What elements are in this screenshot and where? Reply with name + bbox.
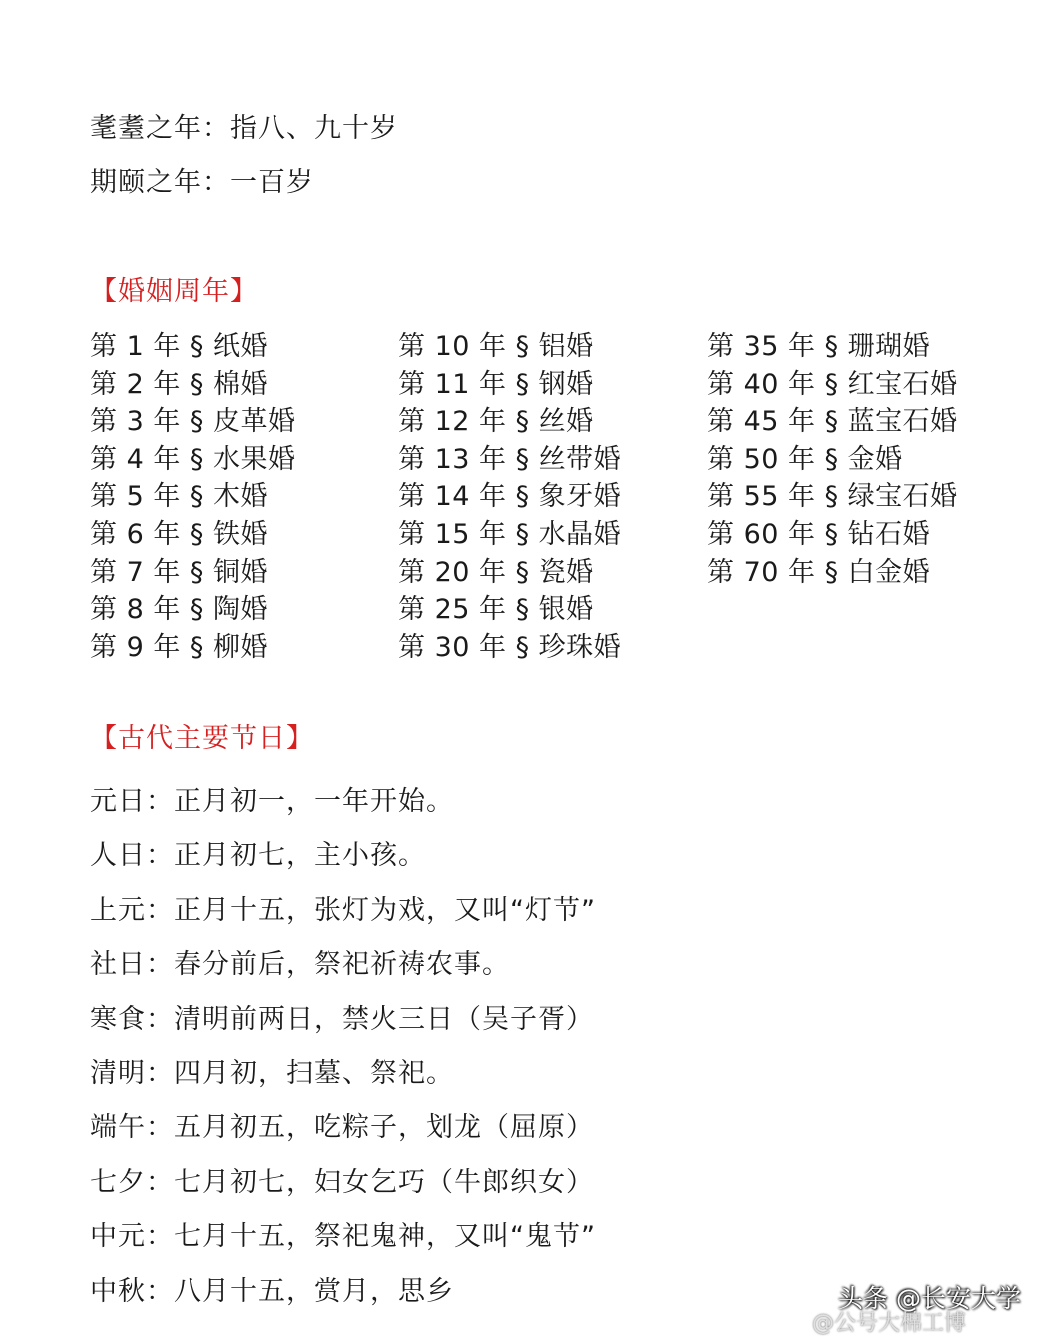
festival-item: 寒食：清明前两日，禁火三日（吴子胥）: [90, 1003, 594, 1035]
festival-item: 清明：四月初，扫墓、祭祀。: [90, 1058, 454, 1090]
festival-item: 中元：七月十五，祭祀鬼神，又叫“鬼节”: [90, 1221, 596, 1253]
festival-item: 人日：正月初七，主小孩。: [90, 840, 426, 872]
marriage-anniversary-item: 第 50 年 § 金婚: [707, 443, 903, 475]
festival-item: 中秋：八月十五，赏月，思乡: [90, 1275, 454, 1307]
marriage-anniversary-item: 第 70 年 § 白金婚: [707, 556, 931, 588]
marriage-anniversary-item: 第 7 年 § 铜婚: [90, 556, 269, 588]
marriage-anniversary-item: 第 30 年 § 珍珠婚: [398, 631, 622, 663]
festival-item: 社日：春分前后，祭祀祈祷农事。: [90, 949, 510, 981]
watermark-sub: @公号大棉工博: [812, 1311, 967, 1336]
marriage-anniversary-item: 第 12 年 § 丝婚: [398, 406, 594, 438]
marriage-anniversary-item: 第 14 年 § 象牙婚: [398, 481, 622, 513]
marriage-column-3: [707, 328, 958, 591]
marriage-anniversary-item: 第 2 年 § 棉婚: [90, 368, 269, 400]
marriage-column-2: [398, 328, 621, 666]
marriage-anniversary-item: 第 3 年 § 皮革婚: [90, 406, 296, 438]
festival-list: [90, 775, 596, 1319]
marriage-anniversary-item: 第 5 年 § 木婚: [90, 481, 269, 513]
festival-item: 七夕：七月初七，妇女乞巧（牛郎织女）: [90, 1166, 594, 1198]
marriage-anniversary-item: 第 45 年 § 蓝宝石婚: [707, 406, 958, 438]
watermark-main: 头条 @长安大学: [838, 1284, 1021, 1313]
marriage-anniversary-item: 第 13 年 § 丝带婚: [398, 443, 622, 475]
text-line-elderly-80-90: 耄耋之年：指八、九十岁: [90, 113, 398, 144]
section-heading-marriage: 【婚姻周年】: [90, 276, 258, 307]
marriage-anniversary-item: 第 55 年 § 绿宝石婚: [707, 481, 958, 513]
festival-item: 端午：五月初五，吃粽子，划龙（屈原）: [90, 1112, 594, 1144]
marriage-anniversary-item: 第 9 年 § 柳婚: [90, 631, 269, 663]
marriage-column-1: [90, 328, 296, 666]
marriage-anniversary-item: 第 11 年 § 钢婚: [398, 368, 594, 400]
marriage-anniversary-item: 第 25 年 § 银婚: [398, 594, 594, 626]
marriage-anniversary-item: 第 8 年 § 陶婚: [90, 594, 269, 626]
marriage-anniversary-item: 第 15 年 § 水晶婚: [398, 518, 622, 550]
festival-item: 上元：正月十五，张灯为戏，又叫“灯节”: [90, 894, 596, 926]
marriage-anniversary-item: 第 35 年 § 珊瑚婚: [707, 331, 931, 362]
marriage-anniversary-item: 第 4 年 § 水果婚: [90, 443, 296, 475]
section-heading-festivals: 【古代主要节日】: [90, 723, 314, 754]
text-line-elderly-100: 期颐之年：一百岁: [90, 167, 314, 198]
marriage-anniversary-item: 第 10 年 § 铝婚: [398, 331, 594, 362]
marriage-anniversary-item: 第 40 年 § 红宝石婚: [707, 368, 958, 400]
festival-item: 元日：正月初一，一年开始。: [90, 786, 454, 817]
marriage-anniversary-item: 第 1 年 § 纸婚: [90, 331, 269, 362]
marriage-anniversary-item: 第 6 年 § 铁婚: [90, 518, 269, 550]
marriage-anniversary-item: 第 60 年 § 钻石婚: [707, 518, 931, 550]
marriage-anniversary-item: 第 20 年 § 瓷婚: [398, 556, 594, 588]
